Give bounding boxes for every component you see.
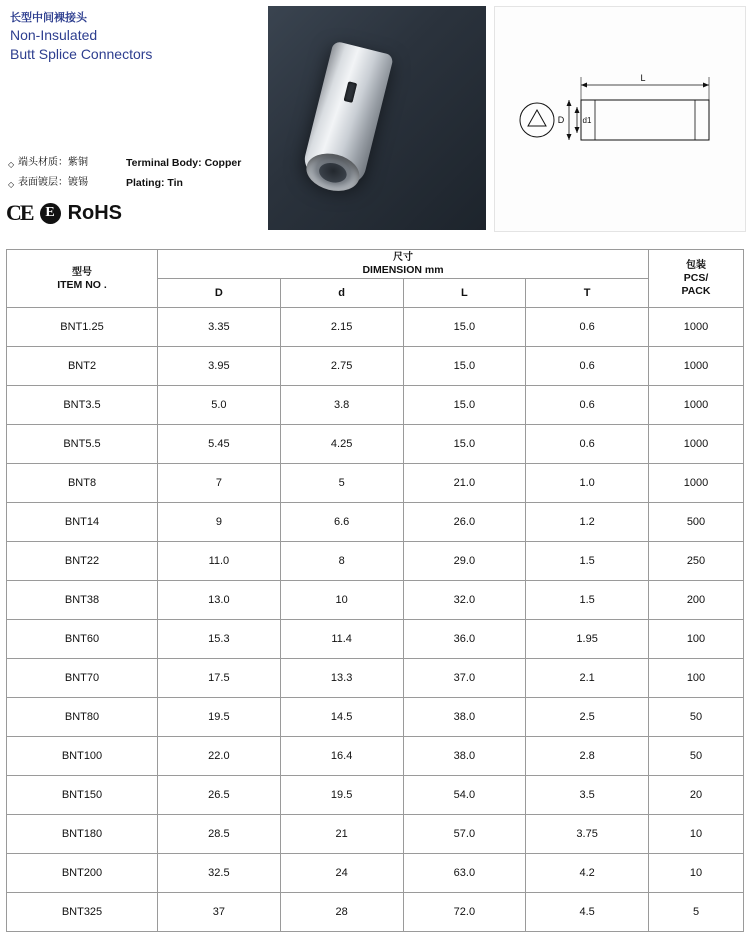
cell-L: 15.0 <box>403 425 526 464</box>
drawing-label-L: L <box>640 73 646 83</box>
specification-table <box>6 249 744 932</box>
cell-D: 11.0 <box>158 542 281 581</box>
specifications-list <box>8 155 263 195</box>
cell-D: 17.5 <box>158 659 281 698</box>
cell-pack: 10 <box>649 815 744 854</box>
table-row <box>7 893 744 932</box>
table-row <box>7 659 744 698</box>
cell-T: 1.2 <box>526 503 649 542</box>
spec-plating-cn: 表面镀层：镀锡 <box>18 177 88 188</box>
cell-item: BNT22 <box>7 542 158 581</box>
spec-plating-en: Plating: Tin <box>126 177 183 189</box>
cell-T: 3.75 <box>526 815 649 854</box>
cell-item: BNT325 <box>7 893 158 932</box>
cell-T: 0.6 <box>526 386 649 425</box>
cell-D: 7 <box>158 464 281 503</box>
cell-pack: 250 <box>649 542 744 581</box>
cell-d: 28 <box>280 893 403 932</box>
cell-L: 38.0 <box>403 737 526 776</box>
cell-T: 1.0 <box>526 464 649 503</box>
cell-pack: 1000 <box>649 347 744 386</box>
product-title-en-line1: Non-Insulated <box>10 27 98 43</box>
header-pack-cn: 包装 <box>686 260 706 271</box>
cell-pack: 20 <box>649 776 744 815</box>
header-item-no-cn: 型号 <box>72 266 92 278</box>
table-row <box>7 776 744 815</box>
cell-d: 16.4 <box>280 737 403 776</box>
specification-table-wrapper <box>6 249 744 932</box>
header-pack-en-line1: PCS/ <box>683 272 709 284</box>
cell-d: 24 <box>280 854 403 893</box>
cell-d: 5 <box>280 464 403 503</box>
cell-item: BNT80 <box>7 698 158 737</box>
cell-D: 32.5 <box>158 854 281 893</box>
cell-T: 0.6 <box>526 347 649 386</box>
certification-marks <box>6 200 122 226</box>
connector-inspection-hole <box>344 81 358 103</box>
cell-d: 21 <box>280 815 403 854</box>
spec-material-cn: 端头材质：紫铜 <box>18 157 88 168</box>
cell-T: 0.6 <box>526 308 649 347</box>
table-row <box>7 698 744 737</box>
cell-pack: 200 <box>649 581 744 620</box>
cell-d: 19.5 <box>280 776 403 815</box>
cell-item: BNT8 <box>7 464 158 503</box>
rohs-mark-icon: RoHS <box>67 201 123 224</box>
technical-drawing-panel <box>494 6 746 232</box>
header-pack <box>649 250 744 308</box>
cell-d: 3.8 <box>280 386 403 425</box>
drawing-label-D: D <box>557 115 565 125</box>
cell-item: BNT100 <box>7 737 158 776</box>
cell-T: 2.1 <box>526 659 649 698</box>
header-dimension-en: DIMENSION mm <box>362 264 444 276</box>
header-sub-d: d <box>280 279 403 308</box>
cell-item: BNT200 <box>7 854 158 893</box>
cell-T: 3.5 <box>526 776 649 815</box>
cell-T: 1.5 <box>526 581 649 620</box>
cell-L: 26.0 <box>403 503 526 542</box>
cell-L: 57.0 <box>403 815 526 854</box>
table-header <box>7 250 744 308</box>
cell-pack: 1000 <box>649 386 744 425</box>
product-photo <box>268 6 486 230</box>
cell-T: 0.6 <box>526 425 649 464</box>
cell-item: BNT38 <box>7 581 158 620</box>
table-row <box>7 815 744 854</box>
cell-d: 4.25 <box>280 425 403 464</box>
cell-L: 37.0 <box>403 659 526 698</box>
cell-item: BNT60 <box>7 620 158 659</box>
cell-D: 3.95 <box>158 347 281 386</box>
cell-item: BNT2 <box>7 347 158 386</box>
table-row <box>7 737 744 776</box>
cell-D: 22.0 <box>158 737 281 776</box>
cell-pack: 5 <box>649 893 744 932</box>
technical-drawing-svg <box>495 7 745 231</box>
cell-D: 37 <box>158 893 281 932</box>
cell-pack: 1000 <box>649 308 744 347</box>
cell-D: 5.45 <box>158 425 281 464</box>
cell-D: 15.3 <box>158 620 281 659</box>
cell-pack: 100 <box>649 659 744 698</box>
cell-D: 9 <box>158 503 281 542</box>
cell-pack: 1000 <box>649 464 744 503</box>
table-row <box>7 503 744 542</box>
cell-item: BNT3.5 <box>7 386 158 425</box>
cell-d: 2.75 <box>280 347 403 386</box>
cell-D: 3.35 <box>158 308 281 347</box>
product-title-en-line2: Butt Splice Connectors <box>10 46 153 62</box>
drawing-label-d1: d1 <box>582 116 592 125</box>
cell-D: 28.5 <box>158 815 281 854</box>
cell-D: 13.0 <box>158 581 281 620</box>
header-pack-en-line2: PACK <box>681 285 711 297</box>
spec-item-plating <box>8 175 263 193</box>
cell-L: 54.0 <box>403 776 526 815</box>
cell-pack: 500 <box>649 503 744 542</box>
cell-item: BNT150 <box>7 776 158 815</box>
table-row <box>7 854 744 893</box>
table-row <box>7 542 744 581</box>
title-block <box>10 10 260 64</box>
cell-L: 32.0 <box>403 581 526 620</box>
header-sub-D: D <box>158 279 281 308</box>
spec-item-material <box>8 155 263 173</box>
cell-D: 5.0 <box>158 386 281 425</box>
table-header-row-1 <box>7 250 744 279</box>
header-item-no-en: ITEM NO . <box>57 278 107 291</box>
ce-mark-icon: CE <box>6 200 33 225</box>
table-row <box>7 581 744 620</box>
cell-L: 38.0 <box>403 698 526 737</box>
cell-pack: 1000 <box>649 425 744 464</box>
connector-bore <box>317 160 349 185</box>
header-dimension-cn: 尺寸 <box>393 252 413 263</box>
cell-d: 11.4 <box>280 620 403 659</box>
cell-item: BNT70 <box>7 659 158 698</box>
product-title-cn: 长型中间裸接头 <box>10 11 87 24</box>
e-mark-icon: E <box>40 203 61 224</box>
cell-L: 29.0 <box>403 542 526 581</box>
header-item-no <box>7 250 158 308</box>
header-sub-T: T <box>526 279 649 308</box>
diamond-bullet-icon: ◇ <box>8 180 15 189</box>
cell-d: 14.5 <box>280 698 403 737</box>
cell-d: 8 <box>280 542 403 581</box>
cell-T: 4.5 <box>526 893 649 932</box>
connector-illustration <box>300 41 394 192</box>
product-header-section <box>0 0 750 236</box>
cell-T: 2.5 <box>526 698 649 737</box>
header-dimension <box>158 250 649 279</box>
table-row <box>7 386 744 425</box>
diamond-bullet-icon: ◇ <box>8 160 15 169</box>
cell-pack: 10 <box>649 854 744 893</box>
cell-item: BNT180 <box>7 815 158 854</box>
cell-item: BNT1.25 <box>7 308 158 347</box>
cell-d: 2.15 <box>280 308 403 347</box>
table-row <box>7 308 744 347</box>
cell-L: 15.0 <box>403 386 526 425</box>
cell-pack: 50 <box>649 698 744 737</box>
table-body <box>7 308 744 932</box>
cell-pack: 50 <box>649 737 744 776</box>
cell-d: 6.6 <box>280 503 403 542</box>
spec-material-en: Terminal Body: Copper <box>126 157 242 169</box>
cell-T: 2.8 <box>526 737 649 776</box>
table-row <box>7 464 744 503</box>
cell-L: 15.0 <box>403 308 526 347</box>
cell-L: 63.0 <box>403 854 526 893</box>
cell-T: 1.95 <box>526 620 649 659</box>
cell-L: 36.0 <box>403 620 526 659</box>
cell-L: 15.0 <box>403 347 526 386</box>
connector-open-end <box>302 148 363 196</box>
cell-L: 72.0 <box>403 893 526 932</box>
cell-item: BNT5.5 <box>7 425 158 464</box>
cell-d: 13.3 <box>280 659 403 698</box>
table-row <box>7 620 744 659</box>
table-row <box>7 347 744 386</box>
header-sub-L: L <box>403 279 526 308</box>
table-row <box>7 425 744 464</box>
cell-d: 10 <box>280 581 403 620</box>
cell-D: 19.5 <box>158 698 281 737</box>
cell-pack: 100 <box>649 620 744 659</box>
cell-L: 21.0 <box>403 464 526 503</box>
cell-T: 4.2 <box>526 854 649 893</box>
cell-D: 26.5 <box>158 776 281 815</box>
cell-T: 1.5 <box>526 542 649 581</box>
cell-item: BNT14 <box>7 503 158 542</box>
